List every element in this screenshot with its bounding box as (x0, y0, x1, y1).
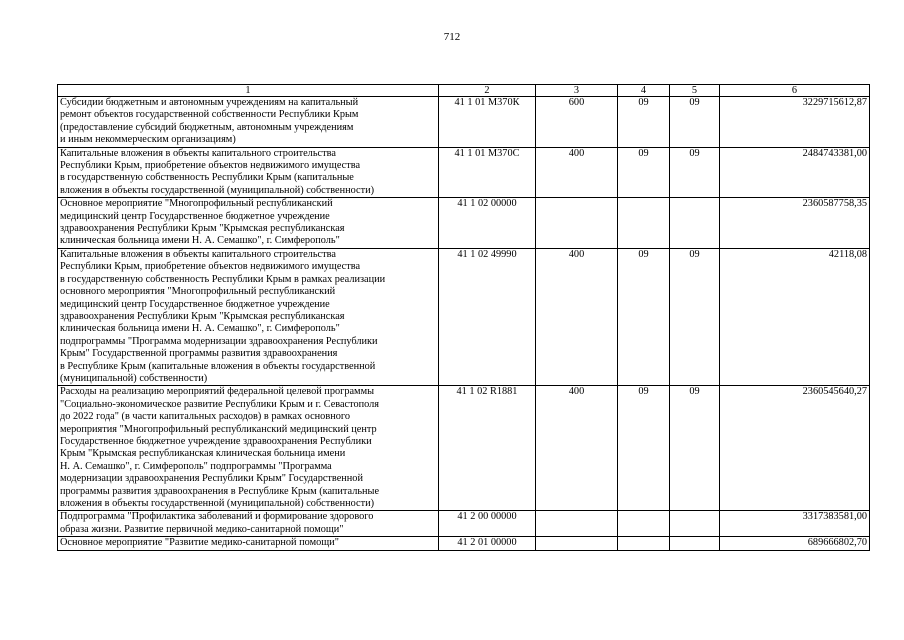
row-col3 (536, 198, 618, 249)
description-line: Капитальные вложения в объекты капитального строительства (60, 248, 336, 260)
description-line: и иным некоммерческим организациям) (60, 134, 236, 146)
description-line: Субсидии бюджетным и автономным учреждениям на капитальный (60, 97, 359, 108)
row-col5: 09 (670, 97, 720, 148)
row-description (58, 537, 439, 550)
description-line: до 2022 года" (в части капитальных расходов) в рамках основного (60, 411, 350, 423)
row-amount: 42118,08 (720, 248, 870, 385)
row-code: 41 1 01 М370С (439, 147, 536, 198)
description-line: вложения в объекты государственной (муниципальной) собственности) (60, 184, 375, 196)
row-col4 (618, 198, 670, 249)
row-amount: 3317383581,00 (720, 511, 870, 537)
column-header: 2 (439, 85, 536, 97)
row-code: 41 1 02 R1881 (439, 386, 536, 511)
row-col4: 09 (618, 97, 670, 148)
row-col5 (670, 198, 720, 249)
table-row (58, 248, 870, 385)
row-description (58, 147, 439, 198)
row-description (58, 198, 439, 249)
description-line: ремонт объектов государственной собственности Республики Крым (60, 109, 359, 121)
row-description (58, 248, 439, 385)
description-line: (муниципальной) собственности) (60, 372, 208, 384)
description-line: мероприятия "Многопрофильный республиканский медицинский центр (60, 423, 377, 435)
row-col5 (670, 537, 720, 550)
description-line: вложения в объекты государственной (муниципальной) собственности) (60, 498, 375, 509)
row-col3: 600 (536, 97, 618, 148)
row-description (58, 386, 439, 511)
description-line: в государственную собственность Республики Крым (капитальные (60, 172, 354, 184)
row-col4: 09 (618, 386, 670, 511)
row-col3: 400 (536, 248, 618, 385)
row-amount: 2360587758,35 (720, 198, 870, 249)
row-code: 41 1 01 М370К (439, 97, 536, 148)
row-col4 (618, 537, 670, 550)
description-line: модернизации здравоохранения Республики Крым" Государственной (60, 473, 363, 485)
row-amount: 689666802,70 (720, 537, 870, 550)
description-line: Республики Крым, приобретение объектов недвижимого имущества (60, 261, 361, 273)
description-line: медицинский центр Государственное бюджетное учреждение (60, 298, 330, 310)
row-code: 41 1 02 00000 (439, 198, 536, 249)
description-line: Республики Крым, приобретение объектов недвижимого имущества (60, 160, 361, 172)
table-row (58, 537, 870, 550)
description-line: Государственное бюджетное учреждение здравоохранения Республики (60, 435, 372, 447)
description-line: Подпрограмма "Профилактика заболеваний и формирование здорового (60, 511, 374, 523)
row-description (58, 511, 439, 537)
description-line: Крым" Государственной программы развития здравоохранения (60, 348, 338, 360)
page-number: 712 (443, 31, 461, 43)
row-col3 (536, 537, 618, 550)
column-header: 1 (58, 85, 439, 97)
row-col3: 400 (536, 386, 618, 511)
description-line: здравоохранения Республики Крым "Крымская республиканская (60, 223, 345, 235)
column-header-row (58, 85, 870, 97)
table-row (58, 198, 870, 249)
row-amount: 2360545640,27 (720, 386, 870, 511)
table-row (58, 147, 870, 198)
description-line: Расходы на реализацию мероприятий федеральной целевой программы (60, 386, 375, 398)
table-row (58, 386, 870, 511)
description-line: в государственную собственность Республики Крым в рамках реализации (60, 273, 386, 285)
description-line: основного мероприятия "Многопрофильный республиканский (60, 286, 336, 298)
row-col4 (618, 511, 670, 537)
row-description (58, 97, 439, 148)
row-amount: 2484743381,00 (720, 147, 870, 198)
description-line: Крым "Крымская республиканская клиническая больница имени (60, 448, 346, 460)
row-col4: 09 (618, 147, 670, 198)
row-code: 41 2 00 00000 (439, 511, 536, 537)
description-line: образа жизни. Развитие первичной медико-санитарной помощи" (60, 523, 344, 535)
description-line: Н. А. Семашко", г. Симферополь" подпрограммы "Программа (60, 460, 332, 472)
column-header: 5 (670, 85, 720, 97)
description-line: (предоставление субсидий бюджетным, автономным учреждениям (60, 121, 354, 133)
row-col5 (670, 511, 720, 537)
description-line: клиническая больница имени Н. А. Семашко", г. Симферополь" (60, 235, 340, 247)
description-line: Основное мероприятие "Многопрофильный республиканский (60, 198, 333, 210)
description-line: в Республике Крым (капитальные вложения в объекты государственной (60, 360, 376, 372)
row-code: 41 2 01 00000 (439, 537, 536, 550)
column-header: 6 (720, 85, 870, 97)
description-line: "Социально-экономическое развитие Республики Крым и г. Севастополя (60, 398, 380, 410)
description-line: подпрограммы "Программа модернизации здравоохранения Республики (60, 335, 378, 347)
row-col5: 09 (670, 248, 720, 385)
row-code: 41 1 02 49990 (439, 248, 536, 385)
budget-table (57, 84, 870, 551)
row-col4: 09 (618, 248, 670, 385)
column-header: 4 (618, 85, 670, 97)
description-line: клиническая больница имени Н. А. Семашко", г. Симферополь" (60, 323, 340, 335)
description-line: Основное мероприятие "Развитие медико-санитарной помощи" (60, 537, 339, 549)
row-col5: 09 (670, 147, 720, 198)
description-line: здравоохранения Республики Крым "Крымская республиканская (60, 310, 345, 322)
row-col3 (536, 511, 618, 537)
description-line: медицинский центр Государственное бюджетное учреждение (60, 210, 330, 222)
description-line: Капитальные вложения в объекты капитального строительства (60, 147, 336, 159)
row-col5: 09 (670, 386, 720, 511)
description-line: программы развития здравоохранения в Республике Крым (капитальные (60, 485, 380, 497)
row-col3: 400 (536, 147, 618, 198)
table-row (58, 511, 870, 537)
column-header: 3 (536, 85, 618, 97)
table-row (58, 97, 870, 148)
row-amount: 3229715612,87 (720, 97, 870, 148)
